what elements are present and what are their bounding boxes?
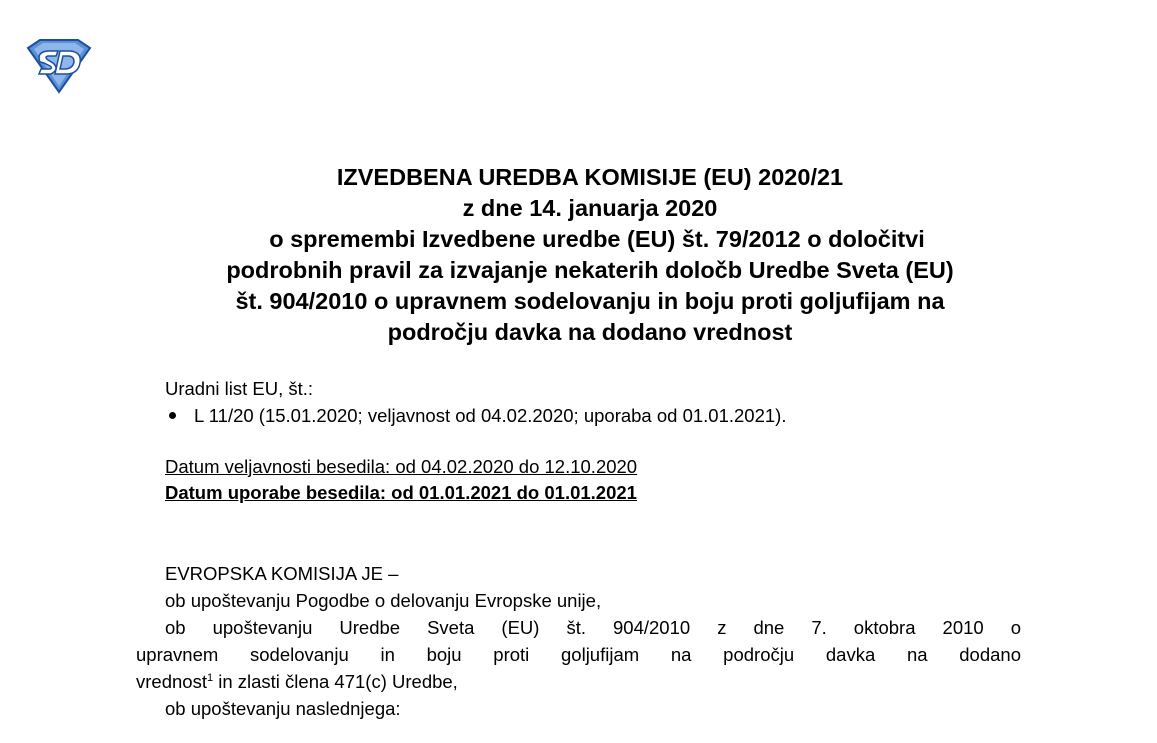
preamble-paragraph <box>136 668 1021 695</box>
entry-text: L 11/20 (15.01.2020; veljavnost od 04.02.2020; uporaba od 01.01.2021). <box>194 405 787 426</box>
bullet-icon <box>169 412 176 419</box>
publisher-logo <box>22 38 96 94</box>
official-journal-label: Uradni list EU, št.: <box>165 378 314 399</box>
application-date: Datum uporabe besedila: od 01.01.2021 do 01.01.2021 <box>165 482 637 503</box>
title-line: št. 904/2010 o upravnem sodelovanju in boju proti goljufijam na <box>235 288 945 314</box>
title-line: o spremembi Izvedbene uredbe (EU) št. 79/2012 o določitvi <box>269 226 925 252</box>
preamble-heading: EVROPSKA KOMISIJA JE – <box>165 563 399 584</box>
preamble-paragraph: ob upoštevanju Pogodbe o delovanju Evropske unije, <box>165 590 602 611</box>
title-line: IZVEDBENA UREDBA KOMISIJE (EU) 2020/21 <box>336 164 844 190</box>
preamble-text: in zlasti člena 471(c) Uredbe, <box>213 671 458 692</box>
footnote-reference[interactable]: 1 <box>206 671 214 684</box>
document-title <box>140 162 1040 348</box>
title-line: podrobnih pravil za izvajanje nekaterih določb Uredbe Sveta (EU) <box>226 257 954 283</box>
title-date-line: z dne 14. januarja 2020 <box>462 195 718 221</box>
preamble-paragraph: ob upoštevanju Uredbe Sveta (EU) št. 904/2010 z dne 7. oktobra 2010 o <box>165 617 1021 638</box>
text-dates <box>165 454 637 506</box>
validity-date: Datum veljavnosti besedila: od 04.02.2020 do 12.10.2020 <box>165 456 638 477</box>
preamble-paragraph: upravnem sodelovanju in boju proti goljufijam na področju davka na dodano <box>136 644 1021 665</box>
preamble-paragraph: ob upoštevanju naslednjega: <box>165 698 401 719</box>
preamble <box>136 560 1021 722</box>
title-line: področju davka na dodano vrednost <box>387 319 793 345</box>
preamble-text: vrednost <box>136 671 207 692</box>
official-journal-entry <box>165 402 786 429</box>
